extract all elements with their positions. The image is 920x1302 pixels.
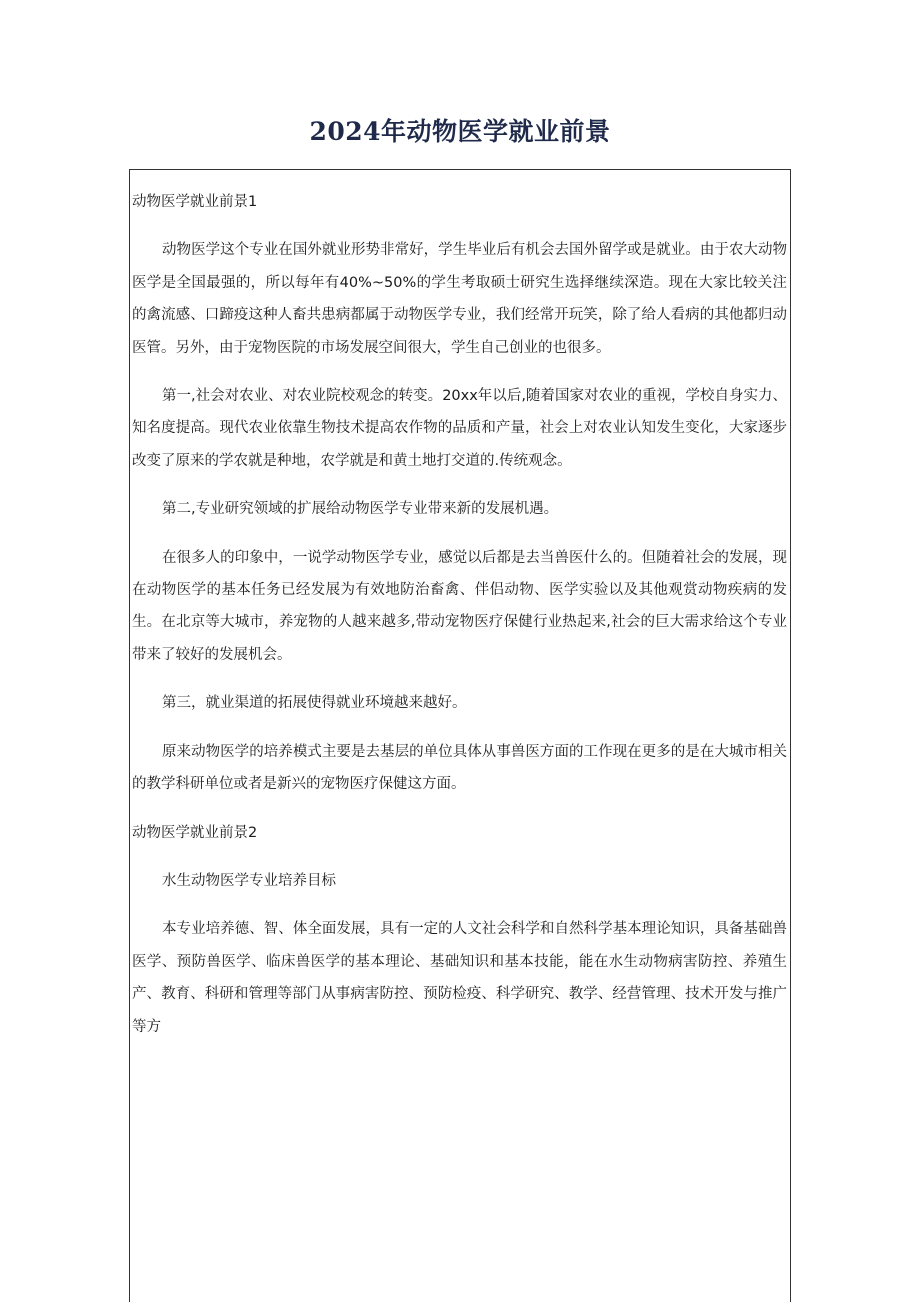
paragraph: 本专业培养德、智、体全面发展，具有一定的人文社会科学和自然科学基本理论知识，具备基础兽医学、预防兽医学、临床兽医学的基本理论、基础知识和基本技能，能在水生动物病害防控、养殖生产、教育、科研和管理等部门从事病害防控、预防检疫、科学研究、教学、经营管理、技术开发与推广等方 bbox=[132, 921, 787, 1035]
paragraph: 在很多人的印象中，一说学动物医学专业，感觉以后都是去当兽医什么的。但随着社会的发展，现在动物医学的基本任务已经发展为有效地防治畜禽、伴侣动物、医学实验以及其他观赏动物疾病的发生。在北京等大城市，养宠物的人越来越多,带动宠物医疗保健行业热起来,社会的巨大需求给这个专业带来了较好的发展机会。 bbox=[132, 549, 787, 663]
paragraph: 第三，就业渠道的拓展使得就业环境越来越好。 bbox=[162, 695, 467, 712]
subheading: 水生动物医学专业培养目标 bbox=[162, 872, 336, 889]
section-heading-2: 动物医学就业前景2 bbox=[132, 824, 258, 841]
page-title: 2024年动物医学就业前景 bbox=[309, 117, 611, 146]
paragraph: 原来动物医学的培养模式主要是去基层的单位具体从事兽医方面的工作现在更多的是在大城市相关的教学科研单位或者是新兴的宠物医疗保健这方面。 bbox=[132, 743, 787, 793]
paragraph: 第一,社会对农业、对农业院校观念的转变。20xx年以后,随着国家对农业的重视，学校自身实力、知名度提高。现代农业依靠生物技术提高农作物的品质和产量，社会上对农业认知发生变化，大家逐步改变了原来的学农就是种地，农学就是和黄土地打交道的.传统观念。 bbox=[132, 388, 787, 469]
section-heading-1: 动物医学就业前景1 bbox=[132, 194, 258, 210]
paragraph: 第二,专业研究领域的扩展给动物医学专业带来新的发展机遇。 bbox=[162, 501, 559, 518]
paragraph: 动物医学这个专业在国外就业形势非常好，学生毕业后有机会去国外留学或是就业。由于农大动物医学是全国最强的，所以每年有40%~50%的学生考取硕士研究生选择继续深造。现在大家比较关注的禽流感、口蹄疫这种人畜共患病都属于动物医学专业，我们经常开玩笑，除了给人看病的其他都归动医管。另外，由于宠物医院的市场发展空间很大，学生自己创业的也很多。 bbox=[132, 242, 787, 356]
document-body bbox=[132, 186, 787, 1043]
